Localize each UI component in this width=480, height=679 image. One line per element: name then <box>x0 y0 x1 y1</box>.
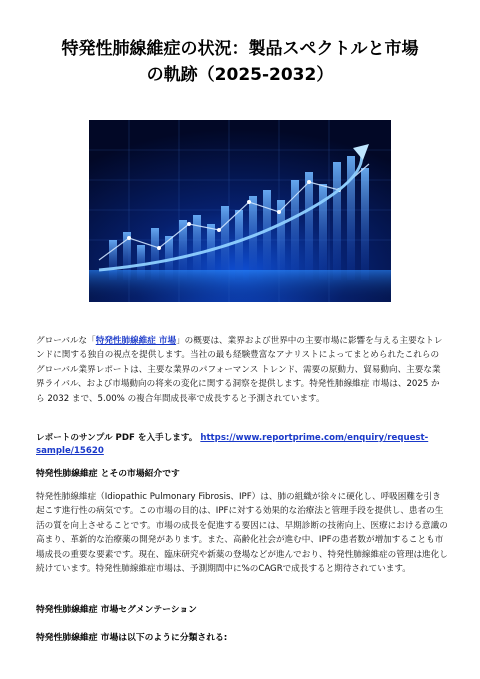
page-title <box>20 36 460 88</box>
intro-prefix: グローバルな「 <box>36 336 96 346</box>
title-line-2: の軌跡（2025-2032） <box>146 65 334 85</box>
sample-label: レポートのサンプル PDF を入手します。 <box>36 433 198 443</box>
market-link[interactable]: 特発性肺線維症 市場 <box>95 336 177 346</box>
title-line-1: 特発性肺線維症の状況：製品スペクトルと市場 <box>61 39 419 59</box>
sample-request-link[interactable]: https://www.reportprime.com/enquiry/request-sample/15620 <box>36 433 429 456</box>
section-heading-intro: 特発性肺線維症 とその市場紹介です <box>36 469 180 479</box>
sample-pdf-line <box>36 432 456 458</box>
section-heading-segmentation: 特発性肺線維症 市場セグメンテーション <box>36 605 197 615</box>
section-heading-classification: 特発性肺線維症 市場は以下のように分類される: <box>36 633 228 643</box>
intro-paragraph <box>36 334 446 406</box>
section-intro-body: 特発性肺線維症（Idiopathic Pulmonary Fibrosis、IPF）は、肺の組織が徐々に硬化し、呼吸困難を引き起こす進行性の病気です。この市場の目的は、IPFに対する効果的な治療法と管理手段を提供し、患者の生活の質を向上させることです。市場の成長を促進する要因には、早期診断の技術向上、医療における意識の高まり、革新的な治療薬の開発があります。また、高齢化社会が進む中、IPFの患者数が増加することも市場成長の重要な要素です。現在、臨床研究や新薬の登場などが進んでおり、特発性肺線維症の管理は進化し続けています。特発性肺線維症市場は、予測期間中に%のCAGRで成長すると期待されています。 <box>36 492 448 575</box>
intro-suffix: 」の概要は、業界および世界中の主要市場に影響を与える主要なトレンドに関する独自の視点を提供します。当社の最も経験豊富なアナリストによってまとめられたこれらのグローバル業界レポートは、主要な業界のパフォーマンス トレンド、需要の原動力、貿易動向、主要な業界ライバル、および市場動向の将来の変化に関する洞察を提供します。特発性肺線維症 市場は、2025 から 2032 まで、5.00% の複合年間成長率で成長すると予測されています。 <box>36 336 443 404</box>
hero-growth-chart-image <box>89 120 391 302</box>
